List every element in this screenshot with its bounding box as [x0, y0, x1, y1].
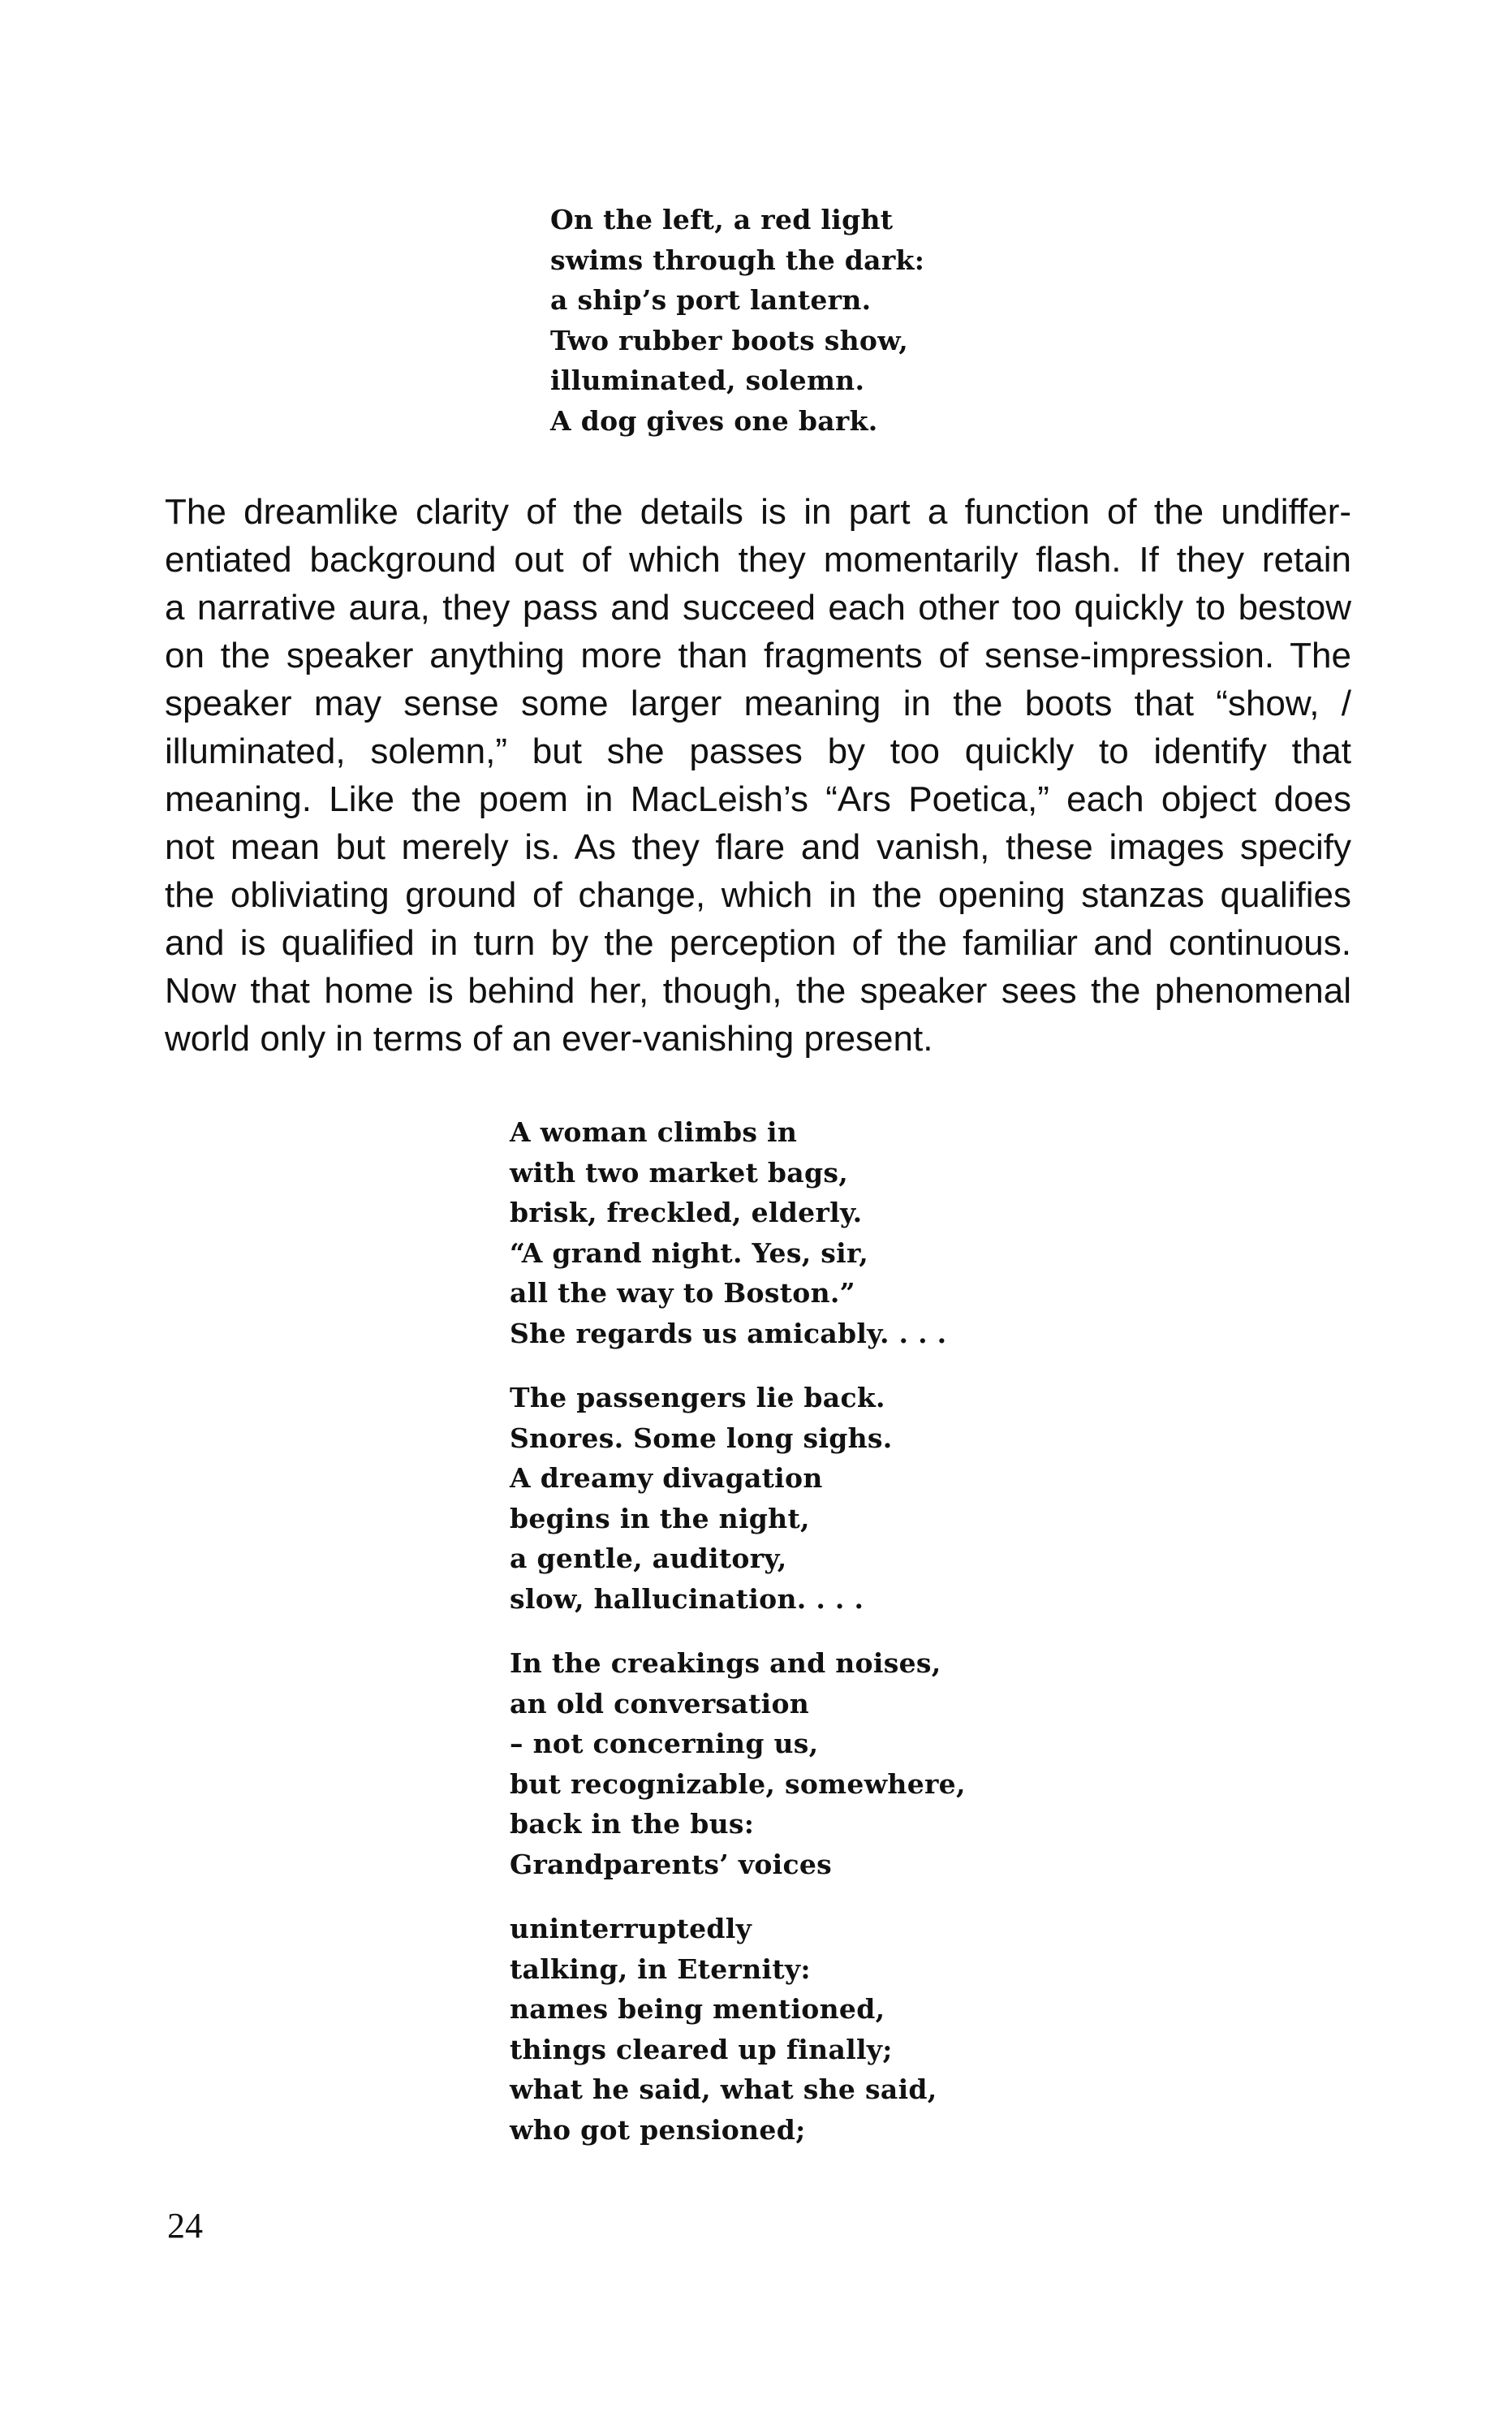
poem-line: swims through the dark: — [550, 244, 925, 276]
paragraph-line: a narrative aura, they pass and succeed each other too quickly to bestow — [165, 588, 1351, 628]
paragraph-line: on the speaker anything more than fragments of sense-impression. The — [165, 636, 1351, 675]
poem-line: begins in the night, — [510, 1502, 810, 1534]
poem-line: but recognizable, somewhere, — [510, 1767, 966, 1800]
poem-line: Two rubber boots show, — [550, 324, 909, 356]
paragraph-line: The dreamlike clarity of the details is in part a function of the undiffer- — [165, 492, 1351, 532]
poem-line: names being mentioned, — [510, 1993, 885, 2025]
poem-line: uninterruptedly — [510, 1913, 752, 1944]
poem-line: On the left, a red light — [550, 204, 894, 235]
poem-line: She regards us amicably. . . . — [510, 1317, 947, 1349]
poem-line: a ship’s port lantern. — [550, 284, 872, 316]
poem-line: talking, in Eternity: — [510, 1952, 811, 1985]
poem-line: A dreamy divagation — [510, 1462, 823, 1494]
poem-line: In the creakings and noises, — [510, 1647, 941, 1679]
poem-line: things cleared up finally; — [510, 2033, 893, 2065]
poem-line: “A grand night. Yes, sir, — [510, 1236, 869, 1269]
poem-line: back in the bus: — [510, 1808, 755, 1840]
poem-line: who got pensioned; — [510, 2113, 806, 2146]
poem-line: what he said, what she said, — [510, 2073, 937, 2105]
paragraph-line: and is qualified in turn by the perception of the familiar and continuous. — [165, 923, 1351, 963]
paragraph-line: illuminated, solemn,” but she passes by too quickly to identify that — [165, 731, 1351, 771]
poem-line: illuminated, solemn. — [550, 365, 865, 396]
paragraph-line: Now that home is behind her, though, the speaker sees the phenomenal — [165, 971, 1351, 1011]
poem-line: brisk, freckled, elderly. — [510, 1197, 863, 1228]
poem-line: A dog gives one bark. — [550, 404, 878, 437]
poem-line: with two market bags, — [510, 1156, 848, 1189]
paragraph-line: world only in terms of an ever-vanishing present. — [165, 1019, 933, 1059]
poem-line: all the way to Boston.” — [510, 1277, 855, 1309]
poem-stanza-1 — [550, 200, 924, 441]
paragraph-line: speaker may sense some larger meaning in the boots that “show, / — [165, 684, 1351, 723]
poem-stanza-2 — [510, 1112, 946, 1353]
poem-line: slow, hallucination. . . . — [510, 1582, 864, 1615]
poem-line: Snores. Some long sighs. — [510, 1422, 893, 1454]
poem-line: – not concerning us, — [510, 1728, 819, 1759]
poem-line: a gentle, auditory, — [510, 1543, 787, 1574]
poem-stanza-3 — [510, 1378, 893, 1619]
poem-line: The passengers lie back. — [510, 1382, 885, 1413]
commentary-paragraph — [165, 488, 1351, 1063]
paragraph-line: meaning. Like the poem in MacLeish’s “Ars Poetica,” each object does — [165, 779, 1351, 819]
poem-line: A woman climbs in — [510, 1116, 798, 1148]
paragraph-line: not mean but merely is. As they flare and vanish, these images specify — [165, 827, 1351, 867]
poem-line: Grandparents’ voices — [510, 1848, 833, 1880]
poem-line: an old conversation — [510, 1687, 810, 1719]
paragraph-line: the obliviating ground of change, which in the opening stanzas qualifies — [165, 875, 1351, 915]
page-number: 24 — [167, 2206, 203, 2246]
poem-stanza-4 — [510, 1643, 966, 1884]
paragraph-line: entiated background out of which they momentarily flash. If they retain — [165, 540, 1351, 580]
poem-stanza-5 — [510, 1909, 937, 2150]
